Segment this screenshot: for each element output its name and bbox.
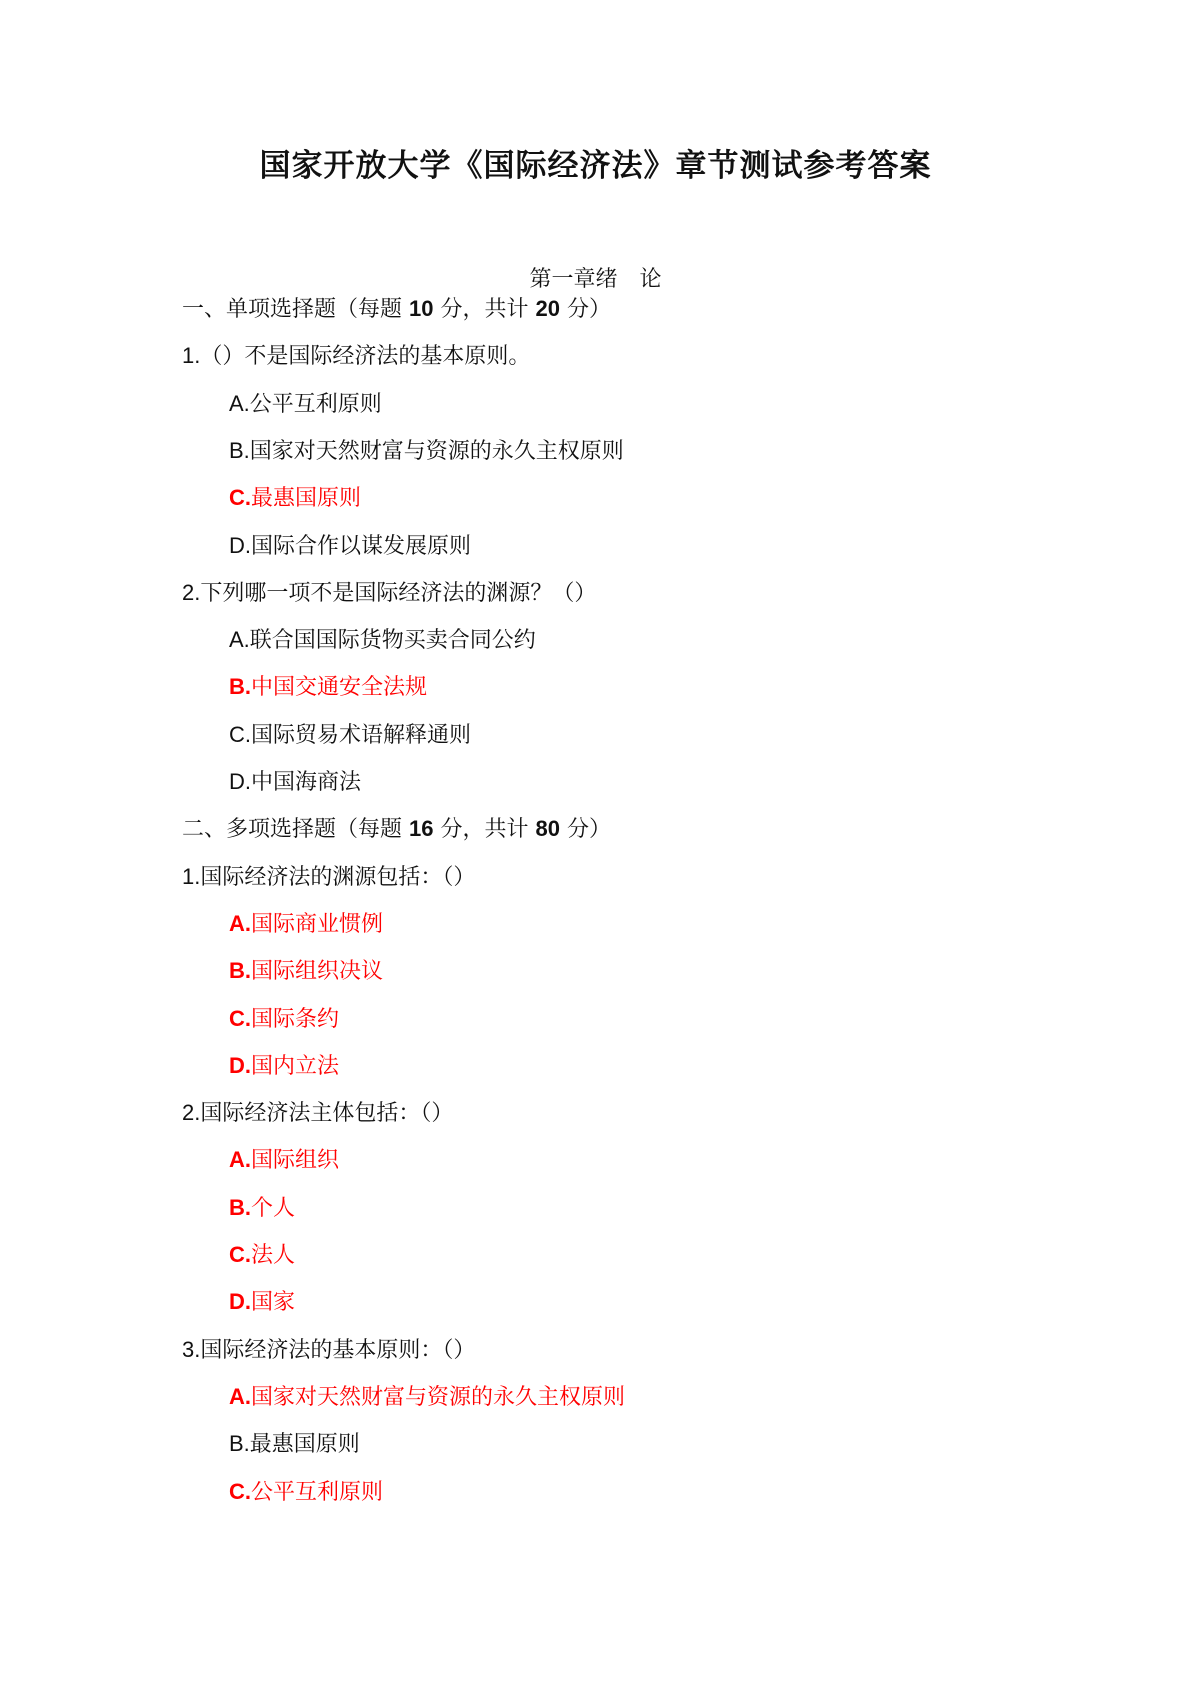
option-text: 国际条约: [251, 1006, 340, 1032]
chapter-heading-left: 第一章绪: [529, 267, 618, 292]
option-letter: A.: [229, 1147, 251, 1173]
option: [229, 720, 471, 751]
section-heading-text: 分，共计: [433, 297, 536, 322]
option-text: 最惠国原则: [251, 486, 362, 512]
option-letter: B.: [229, 437, 250, 463]
option-text: 国际商业惯例: [251, 911, 384, 937]
option-text: 国际合作以谋发展原则: [251, 533, 472, 559]
points-total: 20: [535, 296, 560, 321]
option-text: 国家对天然财富与资源的永久主权原则: [249, 438, 624, 464]
option-letter: A.: [229, 627, 250, 653]
section-heading-text: 一、单项选择题（每题: [182, 297, 409, 322]
points-per-question: 16: [409, 816, 434, 842]
option: [229, 389, 382, 420]
option-letter: D.: [229, 1052, 251, 1078]
question-text: 下列哪一项不是国际经济法的渊源？（）: [200, 580, 597, 606]
option-correct: [229, 956, 383, 987]
section-heading: [182, 294, 611, 325]
option-text: 国际组织: [251, 1148, 340, 1174]
chapter-heading-right: 论: [639, 267, 662, 292]
question-number: 1.: [182, 343, 201, 369]
option-text: 中国交通安全法规: [251, 675, 428, 701]
option-text: 国内立法: [251, 1053, 340, 1079]
option-correct: [229, 672, 427, 703]
option-letter: B.: [229, 1431, 250, 1457]
option-letter: C.: [229, 485, 251, 511]
option-text: 中国海商法: [251, 770, 362, 795]
points-total: 80: [535, 816, 560, 842]
document-title: 国家开放大学《国际经济法》章节测试参考答案: [259, 148, 932, 184]
option-letter: C.: [229, 721, 251, 747]
option: [229, 767, 361, 798]
option-correct: [229, 909, 383, 940]
option-letter: A.: [229, 390, 250, 416]
question-number: 3.: [182, 1336, 201, 1362]
section-heading: [182, 814, 611, 845]
option-text: 国际贸易术语解释通则: [251, 722, 472, 748]
question: [182, 1335, 475, 1366]
option-letter: D.: [229, 1289, 251, 1315]
option-correct: [229, 1004, 339, 1035]
option-correct: [229, 1240, 295, 1271]
option-text: 个人: [251, 1195, 296, 1221]
option-text: 国际组织决议: [251, 959, 384, 985]
question-number: 2.: [182, 1100, 201, 1126]
option-letter: C.: [229, 1478, 251, 1504]
question-text: （）不是国际经济法的基本原则。: [200, 344, 531, 370]
option: [229, 436, 624, 467]
option-letter: A.: [229, 910, 251, 936]
section-heading-text: 二、多项选择题（每题: [182, 817, 409, 843]
option-letter: C.: [229, 1005, 251, 1031]
option-letter: D.: [229, 769, 251, 794]
question-text: 国际经济法主体包括：（）: [200, 1101, 454, 1127]
question: [182, 341, 530, 372]
question-number: 2.: [182, 579, 201, 605]
option-text: 公平互利原则: [251, 1479, 384, 1505]
option-text: 国家: [251, 1290, 296, 1316]
points-per-question: 10: [409, 296, 434, 321]
option-text: 联合国国际货物买卖合同公约: [249, 628, 536, 654]
option: [229, 1429, 360, 1460]
question-number: 1.: [182, 863, 201, 889]
option-letter: A.: [229, 1383, 251, 1409]
option-correct: [229, 1145, 339, 1176]
option-text: 国家对天然财富与资源的永久主权原则: [251, 1384, 626, 1410]
option-correct: [229, 1287, 295, 1318]
option-letter: C.: [229, 1242, 251, 1267]
option-correct: [229, 1382, 625, 1413]
option-letter: B.: [229, 1194, 251, 1220]
option-correct: [229, 1193, 295, 1224]
option-correct: [229, 1477, 383, 1508]
option-text: 最惠国原则: [249, 1432, 360, 1458]
option-correct: [229, 483, 361, 514]
option-letter: B.: [229, 958, 251, 984]
option-text: 法人: [251, 1243, 296, 1268]
section-heading-text: 分）: [559, 297, 611, 322]
question: [182, 1098, 453, 1129]
option: [229, 531, 471, 562]
option: [229, 625, 536, 656]
question-text: 国际经济法的基本原则：（）: [200, 1337, 476, 1363]
option-letter: D.: [229, 532, 251, 558]
section-heading-text: 分）: [559, 817, 611, 843]
question: [182, 862, 475, 893]
option-correct: [229, 1051, 339, 1082]
option-text: 公平互利原则: [249, 391, 382, 417]
question: [182, 578, 596, 609]
option-letter: B.: [229, 674, 251, 700]
chapter-heading: [0, 262, 1191, 293]
section-heading-text: 分，共计: [433, 817, 536, 843]
question-text: 国际经济法的渊源包括：（）: [200, 864, 476, 890]
